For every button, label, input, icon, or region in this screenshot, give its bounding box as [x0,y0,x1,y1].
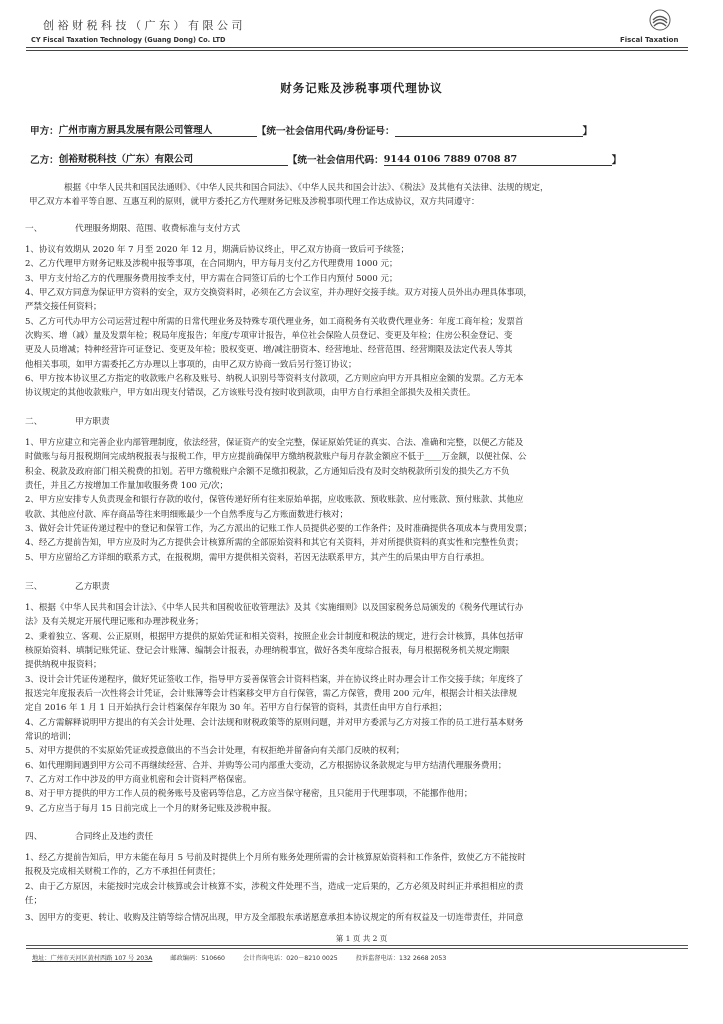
clause-line: 2、由于乙方原因，未能按时完成会计核算或会计核算不实，涉税文件处理不当，造成一定后果的，乙方必须及时纠正并承担相应的责 [25,882,524,892]
clause-line: 1、协议有效期从 2020 年 7 月至 2020 年 12 月，期满后协议终止，甲乙双方协商一致后可予续签； [25,245,410,255]
clause-line: 3、做好会计凭证传递过程中的登记和保管工作，为乙方派出的记账工作人员提供必要的工作条件；及时准确提供各项成本与费用发票； [25,524,532,534]
clause-line: 定自 2016 年 1 月 1 日开始执行会计档案保存年限为 30 年。若甲方自行保管的资料，其责任由甲方自行承担； [25,703,447,713]
party-b [30,151,621,166]
header-divider [26,47,688,48]
footer-phone: 会计咨询电话：020－8210 0025 [242,955,338,962]
clause-line: 5、甲方应留给乙方详细的联系方式，在报税期，需甲方提供相关资料，若因无法联系甲方，其产生的后果由甲方自行承担。 [25,553,490,563]
clause-line: 6、甲方按本协议里乙方指定的收款账户名称及账号、纳税人识别号等资料支付款项，乙方则应向甲方开具相应金额的发票。乙方无本 [25,374,524,384]
section-number: 四、 [25,832,43,842]
clause-line: 9、乙方应当于每月 15 日前完成上一个月的财务记账及涉税申报。 [25,804,277,814]
section-title: 合同终止及违约责任 [75,832,154,842]
clause-line: 任； [25,896,43,906]
clause-line: 责任，并且乙方按增加工作量加收服务费 100 元/次； [25,481,228,491]
party-b-close: 】 [611,155,622,166]
section-title: 甲方职责 [75,417,110,427]
page-number: 第 1 页 共 2 页 [335,934,388,943]
footer-contact [32,953,464,962]
clause-line: 核原始资料、填制记账凭证、登记会计账簿、编制会计报表，办理纳税事宜，做好各类年度综合报表，每月根据税务机关规定期限 [25,646,510,656]
clause-line: 5、乙方可代办甲方公司运营过程中所需的日常代理业务及特殊专项代理业务，如工商税务有关收费代理业务：年度工商年检；发票首 [25,317,524,327]
section-number: 三、 [25,582,43,592]
clause-line: 时做账与每月报税期间完成纳税报表与报税工作，甲方应提前确保甲方缴纳税款账户每月存款金额应不低于____万金额，以便社保、公 [25,452,527,462]
clause-line: 3、设计会计凭证传递程序，做好凭证签收工作，指导甲方妥善保管会计资料档案，并在协议终止时办理会计工作交接手续；年度终了 [25,675,524,685]
party-a-code-value [395,125,583,137]
section-title: 乙方职责 [75,582,110,592]
clause-line: 协议规定的其他收款账户，甲方如出现支付错误，乙方该账号没有按时收到款项，由甲方自行承担全部损失及相关责任。 [25,388,476,398]
clause-line: 报送完年度报表后一次性将会计凭证，会计账簿等会计档案移交甲方自行保管，需乙方保管，费用 200 元/年，根据会计相关法律规 [25,689,517,699]
clause-line: 1、经乙方提前告知后，甲方未能在每月 5 号前及时提供上个月所有账务处理所需的会计核算原始资料和工作条件，致使乙方不能按时 [25,853,526,863]
clause-line: 严禁交接任何资料； [25,302,102,312]
clause-line: 法》及有关规定开展代理记账和办理涉税业务； [25,617,204,627]
clause-line: 2、乙方代理甲方财务记账及涉税申报等事项，在合同期内，甲方每月支付乙方代理费用 1000 元； [25,259,398,269]
company-name-en: CY Fiscal Taxation Technology (Guang Dong) Co. LTD [31,36,226,44]
section-heading-4 [25,830,153,842]
section-number: 二、 [25,417,43,427]
clause-line: 2、甲方应安排专人负责现金和银行存款的收付，保管传递好所有往来原始单据，应收账款、预收账款、应付账款、预付账款、其他应 [25,495,524,505]
clause-line: 1、根据《中华人民共和国会计法》、《中华人民共和国税收征收管理法》及其《实施细则》以及国家税务总局颁发的《税务代理试行办 [25,603,524,613]
party-a-label: 甲方： [30,126,59,137]
footer-complaint: 投诉监督电话：132 2668 2053 [355,955,447,962]
clause-line: 6、如代理期间遇到甲方公司不再继续经营、合并、并购等公司内部重大变动，乙方根据协议条款规定与甲方结清代理服务费用； [25,761,507,771]
company-logo-icon [648,9,672,31]
footer-postcode: 邮政编码：510660 [170,955,225,962]
intro-line: 根据《中华人民共和国民法通则》、《中华人民共和国合同法》、《中华人民共和国会计法》、《税法》及其他有关法律、法规的规定， [64,183,549,193]
section-heading-3 [25,580,110,592]
clause-line: 8、对于甲方提供的甲方工作人员的税务账号及密码等信息，乙方应当保守秘密，且只能用于代理事项，不能挪作他用； [25,789,473,799]
footer-address: 地址：广州市天河区黄村西路 107 号 203A [32,955,153,962]
document-title: 财务记账及涉税事项代理协议 [280,81,443,95]
section-heading-2 [25,415,110,427]
clause-line: 7、乙方对工作中涉及的甲方商业机密和会计资料严格保密。 [25,775,252,785]
footer-divider-2 [26,948,688,949]
clause-line: 提供纳税申报资料； [25,660,102,670]
party-a-close: 】 [582,126,593,137]
section-number: 一、 [25,224,43,234]
header-divider-2 [26,50,688,51]
clause-line: 4、乙方需解释说明甲方提出的有关会计处理、会计法规和财税政策等的原则问题，并对甲方委派与乙方对接工作的员工进行基本财务 [25,718,524,728]
clause-line: 他相关事项，如甲方需委托乙方办理以上事项的，由甲乙双方协商一致后另行签订协议； [25,360,357,370]
clause-line: 次购买、增（减）量及发票年检；税局年度报告；年度/专项审计报告，单位社会保险人员登记、变更及年检；住房公积金登记、变 [25,331,513,341]
clause-line: 3、因甲方的变更、转让、收购及注销等综合情况出现，甲方及全部股东承诺愿意承担本协议规定的所有权益及一切连带责任，并同意 [25,913,524,923]
party-a-name: 广州市南方厨具发展有限公司管理人 [59,122,257,137]
clause-line: 5、对甲方提供的不实原始凭证或授意做出的不当会计处理，有权拒绝并留备向有关部门反映的权利； [25,746,405,756]
party-b-label: 乙方： [30,155,59,166]
logo-caption: Fiscal Taxation [620,36,679,44]
clause-line: 4、甲乙双方同意为保证甲方资料的安全，双方交换资料时，必须在乙方会议室，并办理好交接手续。双方对接人员外出办理具体事项， [25,288,532,298]
clause-line: 收款、其他应付款、库存商品等往来明细账最少一个自然季度与乙方账面数进行核对； [25,510,349,520]
clause-line: 3、甲方支付给乙方的代理服务费用按季支付，甲方需在合同签订后的七个工作日内预付 5000 元； [25,274,398,284]
clause-line: 报税及完成相关财税工作的，乙方不承担任何责任； [25,867,221,877]
party-a [30,122,592,137]
clause-line: 常识的培训； [25,732,77,742]
party-a-code-label: 【统一社会信用代码/身份证号： [256,126,395,137]
party-b-code-value: 9144 0106 7889 0708 87 [384,154,612,166]
section-heading-1 [25,222,240,234]
clause-line: 1、甲方应建立和完善企业内部管理制度，依法经营，保证资产的安全完整，保证原始凭证的真实、合法、准确和完整，以便乙方能及 [25,438,524,448]
party-b-name: 创裕财税科技（广东）有限公司 [59,151,288,166]
party-b-code-label: 【统一社会信用代码： [287,155,384,166]
footer-divider [26,945,688,946]
clause-line: 4、经乙方提前告知，甲方应及时为乙方提供会计核算所需的全部原始资料和其它有关资料，并对所提供资料的真实性和完整性负责； [25,538,524,548]
clause-line: 积金、税款及政府部门相关税费的扣划。若甲方缴税账户余额不足缴扣税款，乙方通知后没有及时交纳税款所引发的损失乙方不负 [25,467,510,477]
intro-line: 甲乙双方本着平等自愿、互惠互利的原则，就甲方委托乙方代理财务记账及涉税事项代理工作达成协议，双方共同遵守： [29,197,480,207]
clause-line: 更及人员增减；特种经营许可证登记、变更及年检；股权变更、增/减注册资本、经营地址、经营范围、经营期限及法定代表人等其 [25,345,513,355]
company-name-cn: 创裕财税科技（广东）有限公司 [43,19,246,32]
clause-line: 2、秉着独立、客观、公正原则，根据甲方提供的原始凭证和相关资料，按照企业会计制度和税法的规定，进行会计核算，具体包括审 [25,632,524,642]
section-title: 代理服务期限、范围、收费标准与支付方式 [75,224,241,234]
